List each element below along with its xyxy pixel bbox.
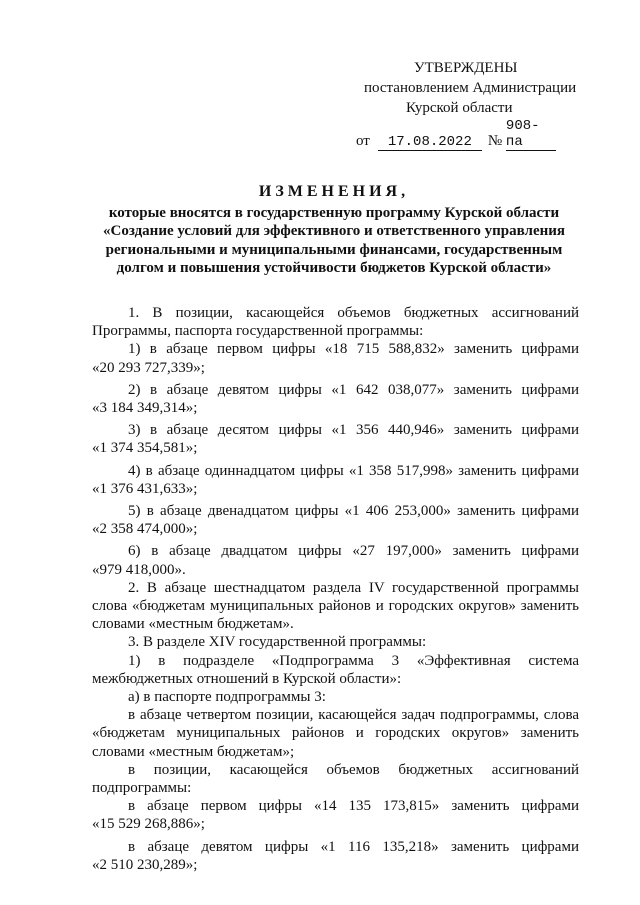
- subitem-6: 6) в абзаце двадцатом цифры «27 197,000» заменить цифрами: [128, 543, 579, 560]
- subitem-3: 3) в абзаце десятом цифры «1 356 440,946» заменить цифрами: [128, 422, 579, 439]
- subparagraph-a-1-cont: «бюджетам муниципальных районов и городских округов» заменить: [92, 725, 579, 742]
- approval-date: 17.08.2022: [378, 134, 482, 151]
- subparagraph-a-3: в абзаце первом цифры «14 135 173,815» заменить цифрами: [128, 798, 579, 815]
- paragraph-2-end: словами «местным бюджетам».: [92, 616, 294, 633]
- paragraph-3: 3. В разделе XIV государственной программы:: [128, 634, 427, 651]
- approval-region: Курской области: [406, 100, 513, 116]
- number-prefix: №: [487, 133, 503, 149]
- approval-issuer: постановлением Администрации: [364, 80, 577, 96]
- paragraph-1-cont: Программы, паспорта государственной программы:: [92, 323, 424, 340]
- title-line: долгом и повышения устойчивости бюджетов Курской области»: [116, 260, 552, 276]
- paragraph-3-item-1-cont: межбюджетных отношений в Курской области»:: [92, 670, 402, 687]
- title-line: «Создание условий для эффективного и ответственного управления: [103, 223, 565, 239]
- title-line: которые вносятся в государственную программу Курской области: [108, 204, 560, 221]
- subitem-6-cont: «979 418,000».: [92, 561, 186, 578]
- paragraph-2-cont: слова «бюджетам муниципальных районов и городских округов» заменить: [92, 598, 579, 615]
- subparagraph-a-2: в позиции, касающейся объемов бюджетных ассигнований: [128, 761, 579, 778]
- title-heading: ИЗМЕНЕНИЯ,: [258, 183, 410, 200]
- subitem-5-cont: «2 358 474,000»;: [92, 521, 198, 538]
- approval-stamp: [356, 58, 586, 151]
- subparagraph-a-4: в абзаце девятом цифры «1 116 135,218» заменить цифрами: [128, 838, 579, 855]
- subitem-2: 2) в абзаце девятом цифры «1 642 038,077» заменить цифрами: [128, 381, 579, 398]
- subitem-3-cont: «1 374 354,581»;: [92, 440, 198, 457]
- subitem-5: 5) в абзаце двенадцатом цифры «1 406 253,000» заменить цифрами: [128, 503, 579, 520]
- subitem-4: 4) в абзаце одиннадцатом цифры «1 358 517,998» заменить цифрами: [128, 462, 579, 479]
- subitem-4-cont: «1 376 431,633»;: [92, 480, 198, 497]
- subparagraph-a: а) в паспорте подпрограммы 3:: [128, 689, 326, 706]
- subitem-2-cont: «3 184 349,314»;: [92, 400, 198, 417]
- date-prefix: от: [356, 133, 370, 149]
- subitem-1: 1) в абзаце первом цифры «18 715 588,832» заменить цифрами: [128, 341, 579, 358]
- paragraph-3-item-1: 1) в подразделе «Подпрограмма 3 «Эффективная система: [128, 652, 579, 669]
- title-line: региональными и муниципальными финансами, государственным: [105, 241, 563, 258]
- document-title: [92, 183, 576, 278]
- subparagraph-a-3-cont: «15 529 268,886»;: [92, 816, 205, 833]
- subparagraph-a-4-cont: «2 510 230,289»;: [92, 856, 198, 873]
- subparagraph-a-1: в абзаце четвертом позиции, касающейся задач подпрограммы, слова: [128, 707, 579, 724]
- paragraph-2: 2. В абзаце шестнадцатом раздела IV государственной программы: [128, 579, 579, 596]
- approval-number: 908-па: [506, 118, 556, 151]
- approval-date-line: [356, 118, 586, 151]
- subitem-1-cont: «20 293 727,339»;: [92, 359, 205, 376]
- document-body: [92, 304, 579, 874]
- approval-title: УТВЕРЖДЕНЫ: [414, 60, 518, 76]
- subparagraph-a-2-cont: подпрограммы:: [92, 780, 192, 797]
- subparagraph-a-1-end: словами «местным бюджетам»;: [92, 743, 295, 760]
- paragraph-1: 1. В позиции, касающейся объемов бюджетных ассигнований: [128, 305, 579, 321]
